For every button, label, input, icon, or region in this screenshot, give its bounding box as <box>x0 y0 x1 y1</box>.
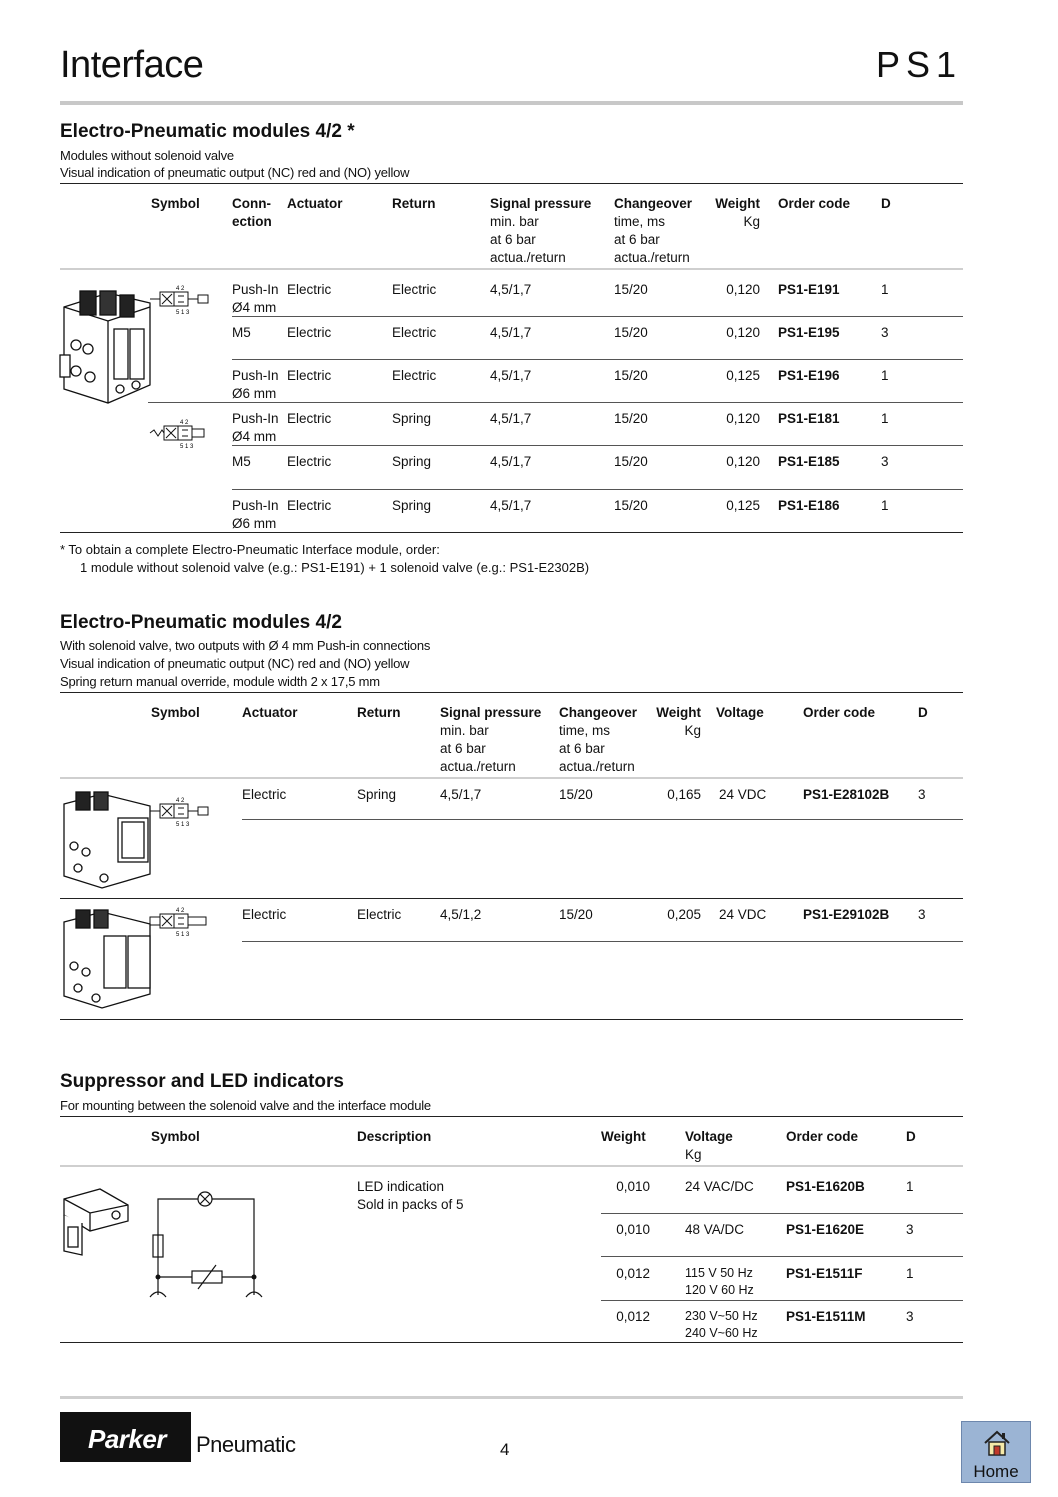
section3-top-rule <box>60 1116 963 1117</box>
page-title: Interface <box>60 44 204 86</box>
pneumatic-label: Pneumatic <box>196 1432 296 1457</box>
order-code: PS1-E195 <box>778 325 840 340</box>
row-divider <box>601 1213 963 1214</box>
section2-subtitle-3: Spring return manual override, module width 2 x 17,5 mm <box>60 674 380 689</box>
order-code: PS1-E185 <box>778 454 840 469</box>
order-code: PS1-E1511F <box>786 1266 863 1281</box>
series-code: PS1 <box>875 44 962 85</box>
s2-symbol-2 <box>148 906 210 938</box>
s3-description: LED indication Sold in packs of 5 <box>357 1179 464 1212</box>
s3-header-description: Description <box>357 1129 432 1144</box>
row-divider <box>601 1300 963 1301</box>
s1-header-weight: Weight Kg <box>715 196 760 229</box>
s1-header-symbol: Symbol <box>151 196 200 211</box>
home-label: Home <box>973 1462 1019 1481</box>
order-code: PS1-E29102B <box>803 907 890 922</box>
svg-text:4 2: 4 2 <box>180 420 189 426</box>
section2-bottom-rule <box>60 1019 963 1020</box>
s2-symbol-1 <box>148 796 210 828</box>
s2-header-d: D <box>918 705 928 720</box>
house-icon <box>982 1428 1012 1458</box>
s3-header-d: D <box>906 1129 916 1144</box>
row-divider <box>232 489 963 490</box>
s3-header-rule <box>60 1165 963 1167</box>
row-divider <box>232 316 963 317</box>
section2-subtitle-2: Visual indication of pneumatic output (NC) red and (NO) yellow <box>60 656 410 671</box>
order-code: PS1-E181 <box>778 411 840 426</box>
s3-header-symbol: Symbol <box>151 1129 200 1144</box>
order-code: PS1-E1620E <box>786 1222 865 1237</box>
s1-header-order: Order code <box>778 196 851 211</box>
row-divider <box>60 898 963 899</box>
s1-header-return: Return <box>392 196 436 211</box>
s3-header-weight: Weight <box>601 1129 646 1144</box>
s3-header-voltage: Voltage Kg <box>685 1129 733 1162</box>
s3-header-order: Order code <box>786 1129 859 1144</box>
s2-header-symbol: Symbol <box>151 705 200 720</box>
section1-bottom-rule <box>60 532 963 533</box>
svg-text:5 1 3: 5 1 3 <box>176 822 190 828</box>
s2-module-image-2 <box>58 906 158 1014</box>
s2-header-voltage: Voltage <box>716 705 764 720</box>
page-number: 4 <box>500 1440 510 1459</box>
svg-text:4 2: 4 2 <box>176 286 185 292</box>
section1-footnote-1: * To obtain a complete Electro-Pneumatic Interface module, order: <box>60 542 440 557</box>
section1-subtitle-2: Visual indication of pneumatic output (NC) red and (NO) yellow <box>60 165 410 180</box>
section1-footnote-2: 1 module without solenoid valve (e.g.: PS1-E191) + 1 solenoid valve (e.g.: PS1-E2302B) <box>80 560 590 575</box>
svg-text:5 1 3: 5 1 3 <box>180 444 194 450</box>
s2-header-actuator: Actuator <box>242 705 298 720</box>
order-code: PS1-E196 <box>778 368 840 383</box>
s2-header-rule <box>60 777 963 779</box>
svg-text:5 1 3: 5 1 3 <box>176 310 190 316</box>
order-code: PS1-E1511M <box>786 1309 866 1324</box>
header-divider <box>60 101 963 105</box>
order-code: PS1-E186 <box>778 498 840 513</box>
parker-logo-text: Parker <box>88 1424 166 1454</box>
section2-top-rule <box>60 692 963 693</box>
row-divider <box>242 941 963 942</box>
s1-symbol-spring-return <box>148 418 210 450</box>
section1-subtitle-1: Modules without solenoid valve <box>60 148 234 163</box>
s1-header-signal: Signal pressure min. bar at 6 bar actua./return <box>490 196 592 265</box>
row-divider <box>148 402 963 403</box>
footer-divider <box>60 1396 963 1399</box>
section2-subtitle-1: With solenoid valve, two outputs with Ø 4 mm Push-in connections <box>60 638 431 653</box>
order-code: PS1-E1620B <box>786 1179 865 1194</box>
s1-module-image <box>58 285 158 415</box>
section1-top-rule <box>60 183 963 184</box>
section1-title: Electro-Pneumatic modules 4/2 * <box>60 121 355 142</box>
s3-indicator-image <box>60 1185 132 1257</box>
s2-header-return: Return <box>357 705 401 720</box>
order-code: PS1-E28102B <box>803 787 890 802</box>
s1-symbol-electric-return <box>148 284 210 316</box>
s2-header-weight: Weight Kg <box>656 705 701 738</box>
svg-text:4 2: 4 2 <box>176 908 185 914</box>
svg-text:4 2: 4 2 <box>176 798 185 804</box>
section3-subtitle: For mounting between the solenoid valve and the interface module <box>60 1098 431 1113</box>
row-divider <box>242 819 963 820</box>
row-divider <box>232 445 963 446</box>
row-divider <box>601 1256 963 1257</box>
s2-header-changeover: Changeover time, ms at 6 bar actua./return <box>559 705 638 774</box>
svg-text:5 1 3: 5 1 3 <box>176 932 190 938</box>
s1-header-d: D <box>881 196 891 211</box>
s1-header-changeover: Changeover time, ms at 6 bar actua./return <box>614 196 693 265</box>
section2-title: Electro-Pneumatic modules 4/2 <box>60 612 342 633</box>
order-code: PS1-E191 <box>778 282 840 297</box>
s1-header-conn: Conn- ection <box>232 196 272 229</box>
section3-bottom-rule <box>60 1342 963 1343</box>
s2-header-signal: Signal pressure min. bar at 6 bar actua./return <box>440 705 542 774</box>
s2-header-order: Order code <box>803 705 876 720</box>
row-divider <box>232 359 963 360</box>
s2-module-image-1 <box>58 788 158 894</box>
s1-header-rule <box>60 268 963 270</box>
s3-circuit-symbol <box>148 1185 268 1315</box>
section3-title: Suppressor and LED indicators <box>60 1071 344 1092</box>
s1-header-actuator: Actuator <box>287 196 343 211</box>
